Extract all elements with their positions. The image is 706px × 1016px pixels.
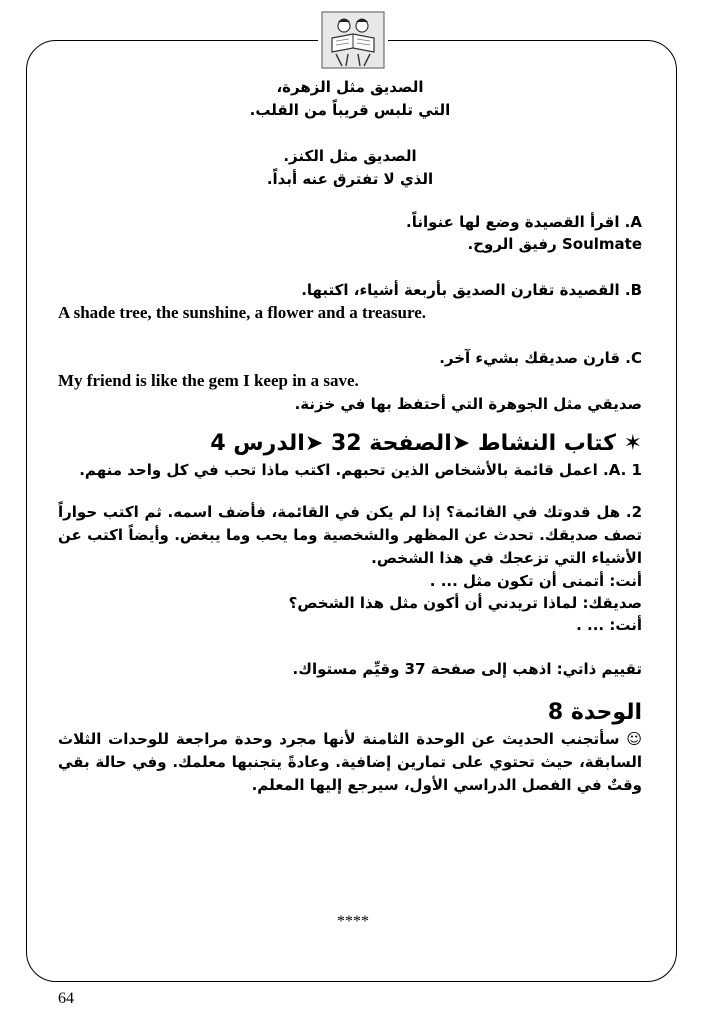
- question-a-answer: Soulmate رفيق الروح.: [467, 235, 642, 253]
- poem-line: الذي لا تفترق عنه أبداً.: [266, 170, 434, 188]
- end-mark: ****: [337, 913, 369, 930]
- question-b-text: B. القصيدة تقارن الصديق بأربعة أشياء، اكتبها.: [301, 281, 642, 299]
- poem-stanza-1: [58, 76, 642, 122]
- reading-children-emblem: [318, 8, 388, 72]
- question-c-answer-en: My friend is like the gem I keep in a save.: [58, 371, 359, 390]
- question-c-text: C. قارن صديقك بشيء آخر.: [439, 349, 642, 367]
- unit-note: ☺ سأتجنب الحديث عن الوحدة الثامنة لأنها مجرد وحدة مراجعة للوحدات الثلاث السابقة، حيث تحتوي على تمارين إضافية. وعادةً يتجنبها معلمك. وفي حالة بقي وقتٌ في الفصل الدراسي الأول، سيرجع إليها المعلم.: [58, 730, 642, 794]
- poem-line: التي تلبس قريباً من القلب.: [249, 101, 451, 119]
- activity-book-heading: ✶ كتاب النشاط ➤الصفحة 32 ➤الدرس 4: [210, 431, 642, 456]
- unit-heading: الوحدة 8: [547, 700, 642, 725]
- question-b: [58, 279, 642, 325]
- activity-item-2: 2. هل قدوتك في القائمة؟ إذا لم يكن في القائمة، فأضف اسمه. ثم اكتب حواراً تصف صديقك. تحدث عن المظهر والشخصية وما يحب وما يبغض. وأيضاً اكتب عن الأشياء التي تزعجك في هذا الشخص.: [58, 503, 642, 567]
- page-number: 64: [58, 990, 74, 1007]
- poem-line: الصديق مثل الزهرة،: [276, 78, 424, 96]
- question-a-text: A. اقرأ القصيدة وضع لها عنواناً.: [406, 213, 642, 231]
- activity-item-1: A. 1. اعمل قائمة بالأشخاص الذين تحبهم. اكتب ماذا تحب في كل واحد منهم.: [79, 461, 642, 479]
- question-c-answer-ar: صديقي مثل الجوهرة التي أحتفظ بها في خزنة.: [294, 395, 642, 413]
- question-a: [58, 211, 642, 255]
- dialog-line-3: أنت: ... .: [576, 616, 642, 634]
- question-c: [58, 347, 642, 415]
- dialog-line-1: أنت: أتمنى أن تكون مثل ... .: [429, 572, 642, 590]
- question-b-answer: A shade tree, the sunshine, a flower and a treasure.: [58, 303, 427, 322]
- poem-line: الصديق مثل الكنز.: [283, 147, 417, 165]
- page-content: [58, 74, 642, 797]
- dialog-line-2: صديقك: لماذا تريدني أن أكون مثل هذا الشخص؟: [288, 594, 642, 612]
- poem-stanza-2: [58, 145, 642, 191]
- self-assessment: تقييم ذاتي: اذهب إلى صفحة 37 وقيِّم مستواك.: [292, 660, 642, 678]
